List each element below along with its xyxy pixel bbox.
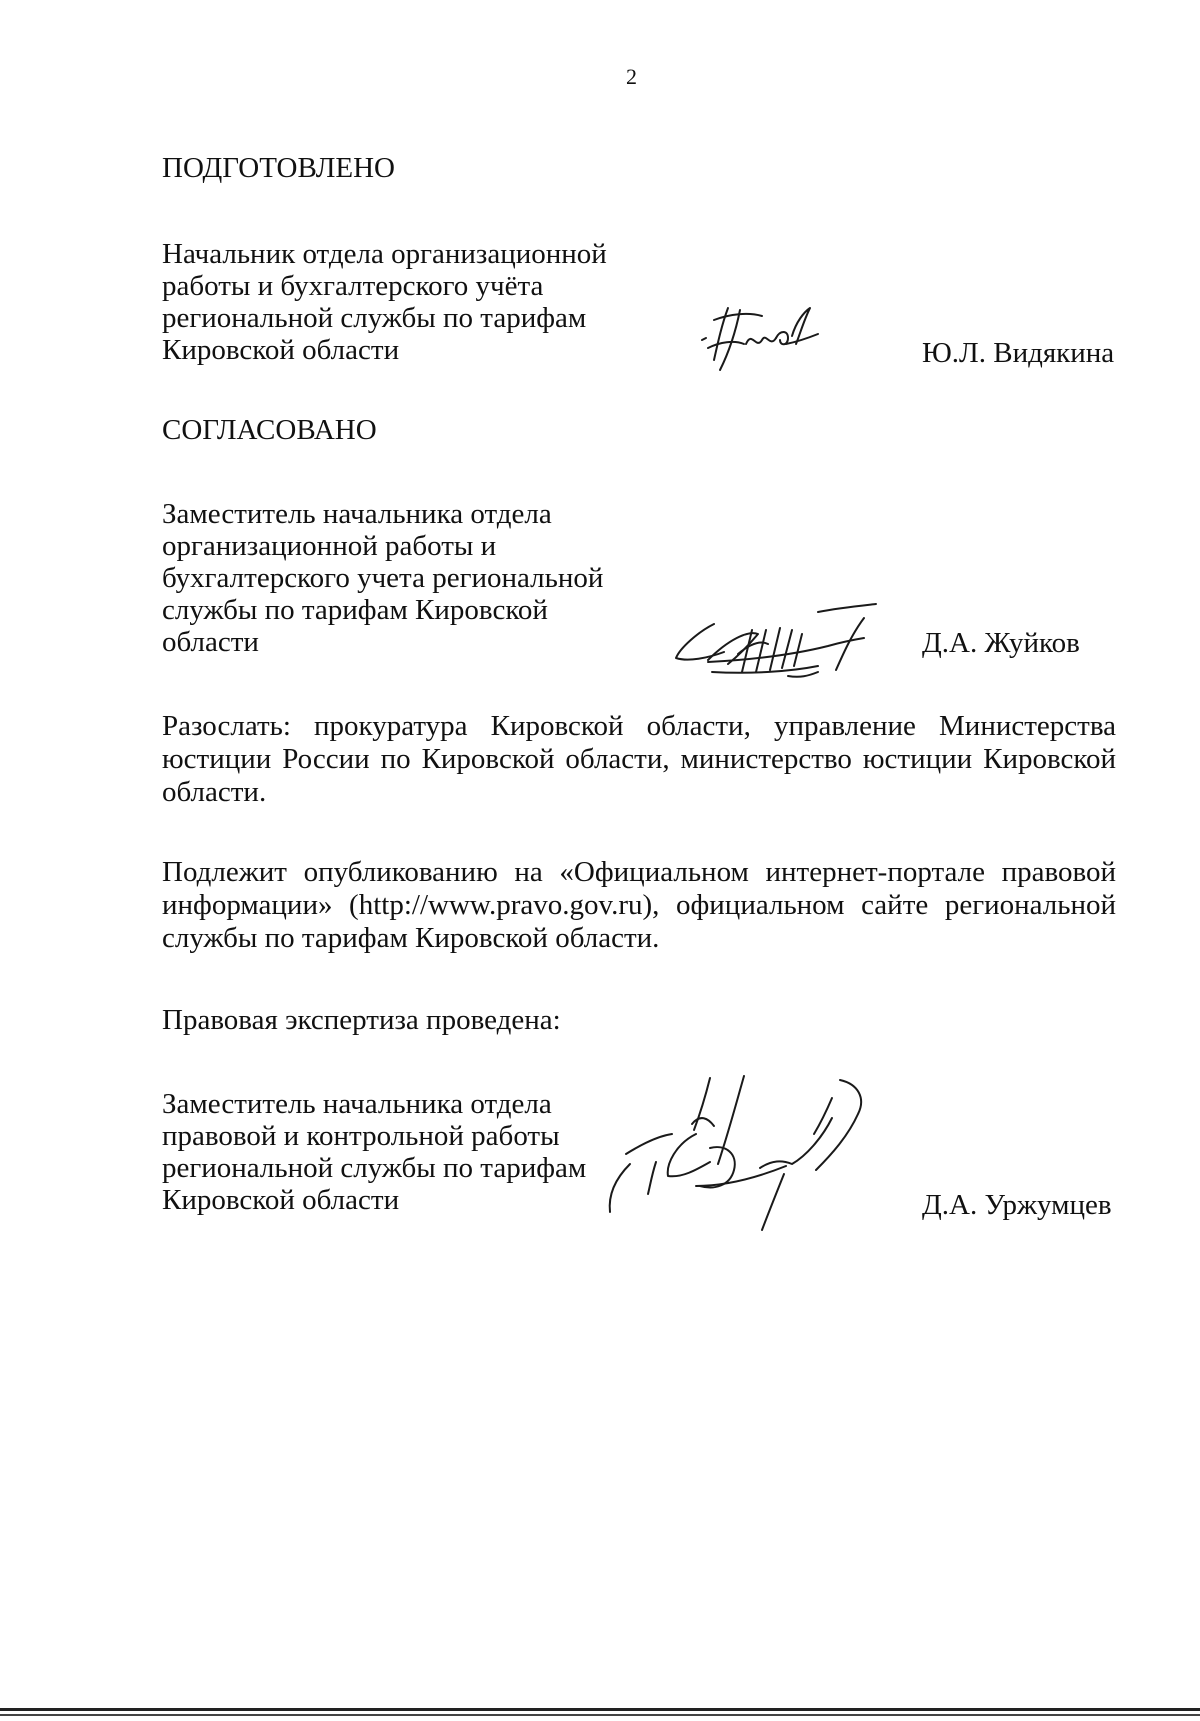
publication-note: Подлежит опубликованию на «Официальном интернет-портале правовой информации» (http://www.pravo.gov.ru), официальном сайте региональной службы по тарифам Кировской области. bbox=[162, 856, 1116, 954]
agreed-position-line: бухгалтерского учета региональной bbox=[162, 562, 604, 594]
legal-review-position bbox=[162, 1088, 586, 1216]
distribution-list: Разослать: прокуратура Кировской области, управление Министерства юстиции России по Кировской области, министерство юстиции Кировской области. bbox=[162, 710, 1116, 808]
prepared-position bbox=[162, 238, 607, 366]
signature-vidyakina bbox=[700, 300, 830, 375]
bottom-border-line bbox=[0, 1708, 1200, 1716]
prepared-position-line: Начальник отдела организационной bbox=[162, 238, 607, 270]
agreed-position bbox=[162, 498, 603, 658]
agreed-position-line: службы по тарифам Кировской bbox=[162, 594, 548, 626]
signature-urzhumtsev bbox=[596, 1074, 886, 1244]
agreed-signatory-name: Д.А. Жуйков bbox=[922, 627, 1080, 659]
agreed-heading: СОГЛАСОВАНО bbox=[162, 414, 377, 446]
page-number: 2 bbox=[626, 64, 637, 89]
prepared-position-line: Кировской области bbox=[162, 334, 400, 366]
prepared-position-line: работы и бухгалтерского учёта bbox=[162, 270, 544, 302]
agreed-position-line: Заместитель начальника отдела bbox=[162, 498, 552, 530]
agreed-position-line: области bbox=[162, 626, 259, 658]
legal-review-position-line: региональной службы по тарифам bbox=[162, 1152, 587, 1184]
prepared-position-line: региональной службы по тарифам bbox=[162, 302, 587, 334]
legal-review-position-line: правовой и контрольной работы bbox=[162, 1120, 560, 1152]
prepared-signatory-name: Ю.Л. Видякина bbox=[922, 337, 1115, 369]
agreed-position-line: организационной работы и bbox=[162, 530, 497, 562]
legal-review-signatory-name: Д.А. Уржумцев bbox=[922, 1189, 1112, 1221]
prepared-heading: ПОДГОТОВЛЕНО bbox=[162, 152, 395, 184]
signature-zhuykov bbox=[668, 600, 888, 685]
legal-review-position-line: Кировской области bbox=[162, 1184, 400, 1216]
legal-review-statement: Правовая экспертиза проведена: bbox=[162, 1004, 561, 1036]
legal-review-position-line: Заместитель начальника отдела bbox=[162, 1088, 552, 1120]
